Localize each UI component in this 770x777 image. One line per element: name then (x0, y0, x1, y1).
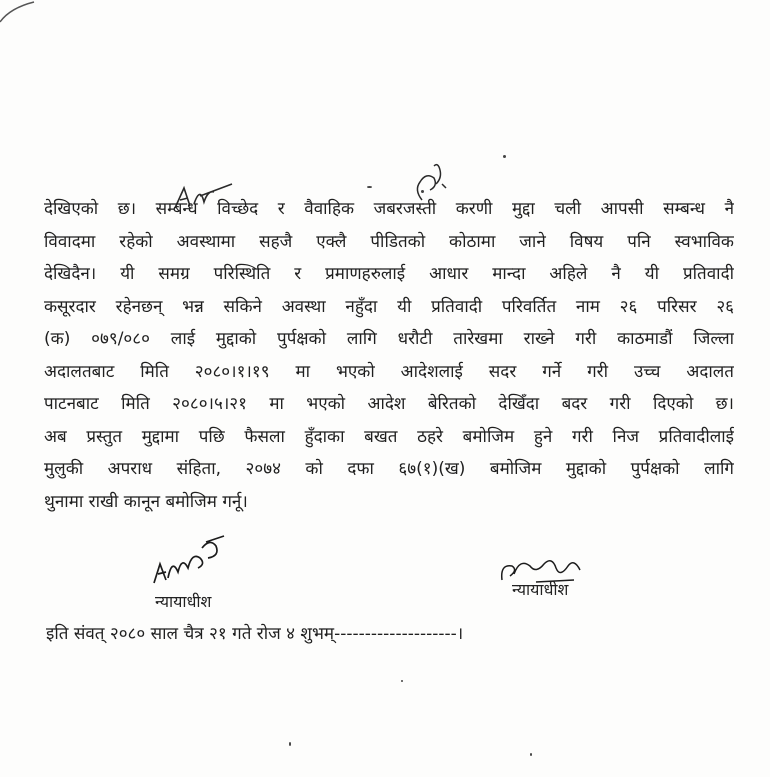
body-line: विवादमा रहेको अवस्थामा सहजै एक्लै पीडितको कोठामा जाने विषय पनि स्वभाविक (44, 231, 734, 252)
left-judge-label: न्यायाधीश (155, 592, 212, 611)
body-line: पाटनबाट मिति २०८०।५।२१ मा भएको आदेश बेरितको देखिँदा बदर गरी दिएको छ। (44, 394, 734, 414)
order-body-text (44, 193, 734, 518)
body-line: अब प्रस्तुत मुद्दामा पछि फैसला हुँदाका बखत ठहरे बमोजिम हुने गरी निज प्रतिवादीलाई (44, 426, 734, 447)
left-judge-signature (146, 528, 236, 596)
corner-fold-mark (0, 0, 40, 40)
body-line: देखिएको छ। सम्बन्ध विच्छेद र वैवाहिक जबरजस्ती करणी मुद्दा चली आपसी सम्बन्ध नै (44, 199, 734, 219)
scan-speck (503, 155, 506, 158)
right-judge-label: न्यायाधीश (512, 580, 569, 599)
body-line: (क) ०७९/०८० लाई मुद्दाको पुर्पक्षको लागि धरौटी तारेखमा राख्ने गरी काठमाडौं जिल्ला (44, 329, 734, 349)
scan-speck (530, 753, 532, 756)
body-line: मुलुकी अपराध संहिता, २०७४ को दफा ६७(१)(ख) बमोजिम मुद्दाको पुर्पक्षको लागि (44, 459, 734, 479)
scan-speck (367, 186, 372, 188)
body-line: देखिदैन। यी समग्र परिस्थिति र प्रमाणहरुलाई आधार मान्दा अहिले नै यी प्रतिवादी (44, 264, 734, 284)
scan-speck (289, 742, 291, 746)
scan-speck (401, 680, 403, 682)
body-line: अदालतबाट मिति २०८०।१।१९ मा भएको आदेशलाई सदर गर्ने गरी उच्च अदालत (44, 361, 734, 382)
body-line: थुनामा राखी कानून बमोजिम गर्नू। (44, 491, 248, 512)
closing-date-line: इति संवत् २०८० साल चैत्र २१ गते रोज ४ शुभम्--------------------। (46, 624, 464, 644)
body-line: कसूरदार रहेनछन् भन्न सकिने अवस्था नहुँदा यी प्रतिवादी परिवर्तित नाम २६ परिसर २६ (44, 296, 734, 317)
